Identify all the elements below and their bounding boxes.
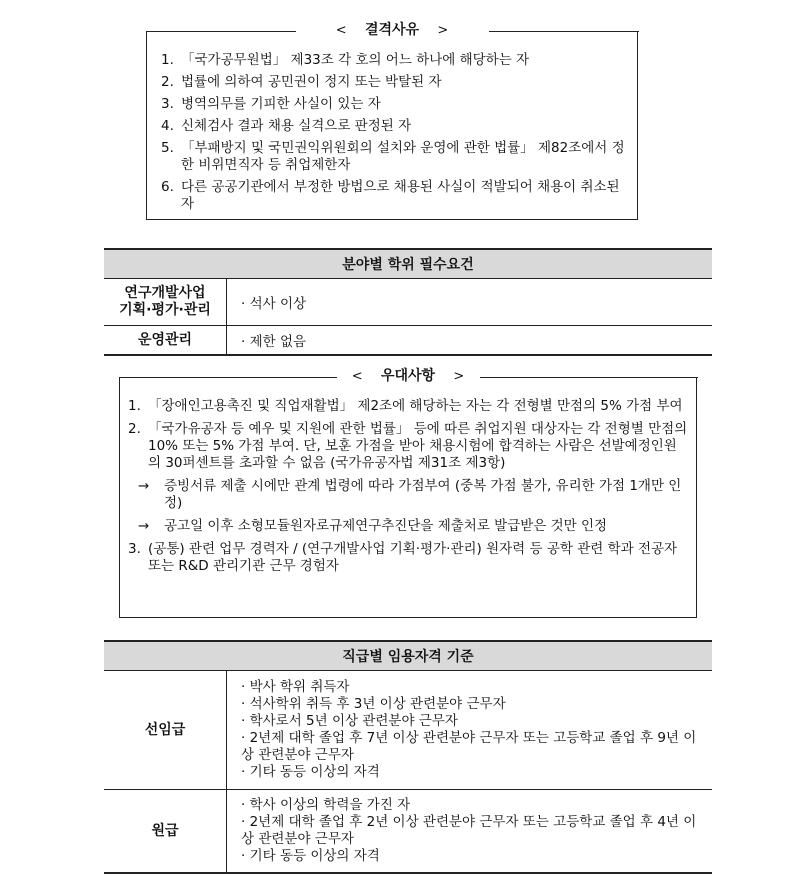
title-bracket-right: > <box>449 369 468 384</box>
item-number: 6. <box>161 179 174 195</box>
list-item <box>161 179 629 213</box>
item-text: 「장애인고용촉진 및 직업재활법」 제2조에 해당하는 자는 각 전형별 만점의 5% 가점 부여 <box>148 398 683 414</box>
bullet-item: · 기타 동등 이상의 자격 <box>241 764 380 780</box>
row-value: · 제한 없음 <box>227 326 713 356</box>
bullet-item: · 기타 동등 이상의 자격 <box>241 848 380 864</box>
list-item <box>128 421 688 472</box>
disqualification-list <box>161 52 629 213</box>
table-row <box>104 326 712 356</box>
list-item <box>128 478 688 512</box>
item-number: 3. <box>161 96 174 112</box>
title-bracket-right: > <box>433 23 452 38</box>
item-text: 법률에 의하여 공민권이 정지 또는 박탈된 자 <box>181 74 442 90</box>
list-item <box>161 52 629 69</box>
bullet-item: · 박사 학위 취득자 <box>241 679 350 695</box>
item-text: (공통) 관련 업무 경력자 / (연구개발사업 기획·평가·관리) 원자력 등 공학 관련 학과 전공자 또는 R&D 관리기관 근무 경험자 <box>148 541 678 574</box>
list-item <box>128 398 688 415</box>
row-label: 원급 <box>104 790 227 874</box>
item-number: 1. <box>128 398 141 414</box>
list-item <box>128 518 688 535</box>
list-item <box>161 96 629 113</box>
row-label: 연구개발사업 기획·평가·관리 <box>104 279 227 326</box>
item-number: 2. <box>161 74 174 90</box>
list-item <box>161 118 629 135</box>
bullet-item: · 학사로서 5년 이상 관련분야 근무자 <box>241 713 458 729</box>
item-text: 공고일 이후 소형모듈원자로규제연구추진단을 제출처로 발급받은 것만 인정 <box>164 518 608 534</box>
row-value <box>227 671 713 790</box>
list-item <box>128 541 688 575</box>
table-row <box>104 790 712 874</box>
grade-qualification-table <box>104 640 712 874</box>
item-number: 3. <box>128 541 141 557</box>
item-number: 4. <box>161 118 174 134</box>
bullet-item: · 학사 이상의 학력을 가진 자 <box>241 797 411 813</box>
arrow-icon: → <box>138 518 150 534</box>
list-item <box>161 74 629 91</box>
degree-requirements-table <box>104 248 712 356</box>
item-text: 「국가유공자 등 예우 및 지원에 관한 법률」 등에 따른 취업지원 대상자는 각 전형별 만점의 10% 또는 5% 가점 부여. 단, 보훈 가점을 받아 채용시험에 합격하는 사람은 선발예정인원의 30퍼센트를 초과할 수 없음 (국가유공자법 제31조 제3항) <box>148 421 688 471</box>
item-text: 병역의무를 기피한 사실이 있는 자 <box>181 96 381 112</box>
title-bracket-left: < <box>332 23 351 38</box>
table-row <box>104 671 712 790</box>
item-text: 「부패방지 및 국민권익위원회의 설치와 운영에 관한 법률」 제82조에서 정한 비위면직자 등 취업제한자 <box>181 140 625 173</box>
item-text: 다른 공공기관에서 부정한 방법으로 채용된 사실이 적발되어 채용이 취소된 자 <box>181 179 620 212</box>
bullet-item: · 석사학위 취득 후 3년 이상 관련분야 근무자 <box>241 696 506 712</box>
table-header: 직급별 임용자격 기준 <box>104 641 712 671</box>
table-header: 분야별 학위 필수요건 <box>104 249 712 279</box>
item-number: 1. <box>161 52 174 68</box>
preference-list <box>128 398 688 575</box>
preference-title <box>120 366 696 386</box>
bullet-item: · 2년제 대학 졸업 후 7년 이상 관련분야 근무자 또는 고등학교 졸업 후 9년 이상 관련분야 근무자 <box>241 730 697 763</box>
table-row <box>104 279 712 326</box>
disqualification-box <box>146 22 638 220</box>
row-label: 운영관리 <box>104 326 227 356</box>
bullet-item: · 2년제 대학 졸업 후 2년 이상 관련분야 근무자 또는 고등학교 졸업 후 4년 이상 관련분야 근무자 <box>241 814 697 847</box>
title-bracket-left: < <box>348 369 367 384</box>
section-title: 우대사항 <box>371 368 445 384</box>
list-item <box>161 140 629 174</box>
item-number: 2. <box>128 421 141 437</box>
row-value: · 석사 이상 <box>227 279 713 326</box>
item-number: 5. <box>161 140 174 156</box>
item-text: 「국가공무원법」 제33조 각 호의 어느 하나에 해당하는 자 <box>181 52 530 68</box>
row-label: 선임급 <box>104 671 227 790</box>
item-text: 신체검사 결과 채용 실격으로 판정된 자 <box>181 118 412 134</box>
preference-box <box>119 368 697 618</box>
disqualification-title <box>147 20 637 40</box>
row-value <box>227 790 713 874</box>
item-text: 증빙서류 제출 시에만 관계 법령에 따라 가점부여 (중복 가점 불가, 유리한 가점 1개만 인정) <box>164 478 682 511</box>
section-title: 결격사유 <box>355 22 429 38</box>
arrow-icon: → <box>138 478 150 494</box>
